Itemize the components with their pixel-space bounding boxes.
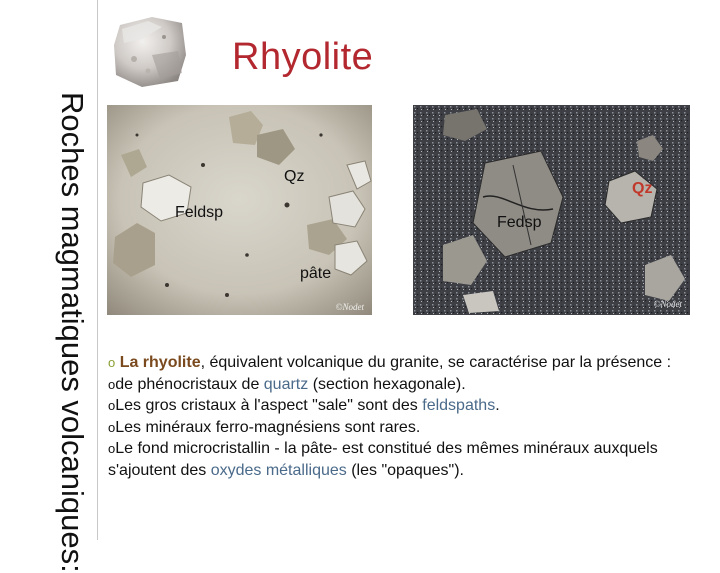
paragraph-3-end: . — [495, 397, 500, 414]
side-title: Roches magmatiques volcaniques: — [55, 92, 90, 573]
paragraph-3-text: Les gros cristaux à l'aspect "sale" sont des — [115, 397, 423, 414]
paragraph-2 — [108, 374, 688, 396]
micrograph-cross-polarized — [413, 105, 690, 315]
bullet-icon: o — [108, 376, 116, 392]
paragraph-4-text: Les minéraux ferro-magnésiens sont rares. — [115, 418, 421, 436]
micrograph-plane-light — [107, 105, 372, 315]
paragraph-4 — [108, 417, 688, 439]
paragraph-5-text: Le fond microcristallin - la pâte- est constitué des mêmes minéraux auxquels s'ajoutent des — [108, 440, 658, 479]
description-text — [108, 352, 688, 481]
keyword-oxydes: oxydes métalliques — [210, 461, 347, 479]
label-qz-left: Qz — [284, 168, 305, 185]
keyword-feldspaths: feldspaths — [422, 397, 496, 414]
watermark-right: ©Nodet — [653, 299, 682, 309]
vertical-divider — [97, 0, 98, 540]
slide-title: Rhyolite — [232, 36, 374, 78]
label-fedsp: Fedsp — [497, 214, 542, 231]
bullet-icon: o — [108, 355, 116, 370]
paragraph-2-end: (section hexagonale). — [308, 375, 466, 393]
paragraph-1-text: , équivalent volcanique du granite, se caractérise par la présence : — [200, 354, 672, 371]
label-feldsp: Feldsp — [175, 204, 224, 221]
paragraph-1 — [108, 352, 688, 374]
bullet-icon: o — [108, 441, 116, 456]
label-qz-right: Qz — [632, 180, 653, 197]
bullet-icon: o — [108, 398, 116, 413]
paragraph-5 — [108, 438, 688, 481]
paragraph-2-text: de phénocristaux de — [115, 375, 264, 393]
keyword-quartz: quartz — [263, 375, 309, 393]
rock-sample-photo — [112, 15, 188, 89]
bullet-icon: o — [108, 419, 116, 435]
paragraph-5-end: (les "opaques"). — [346, 461, 464, 479]
watermark-left: ©Nodet — [335, 302, 364, 312]
paragraph-3 — [108, 395, 688, 417]
label-pate: pâte — [300, 265, 332, 282]
keyword-rhyolite: La rhyolite — [119, 354, 201, 371]
